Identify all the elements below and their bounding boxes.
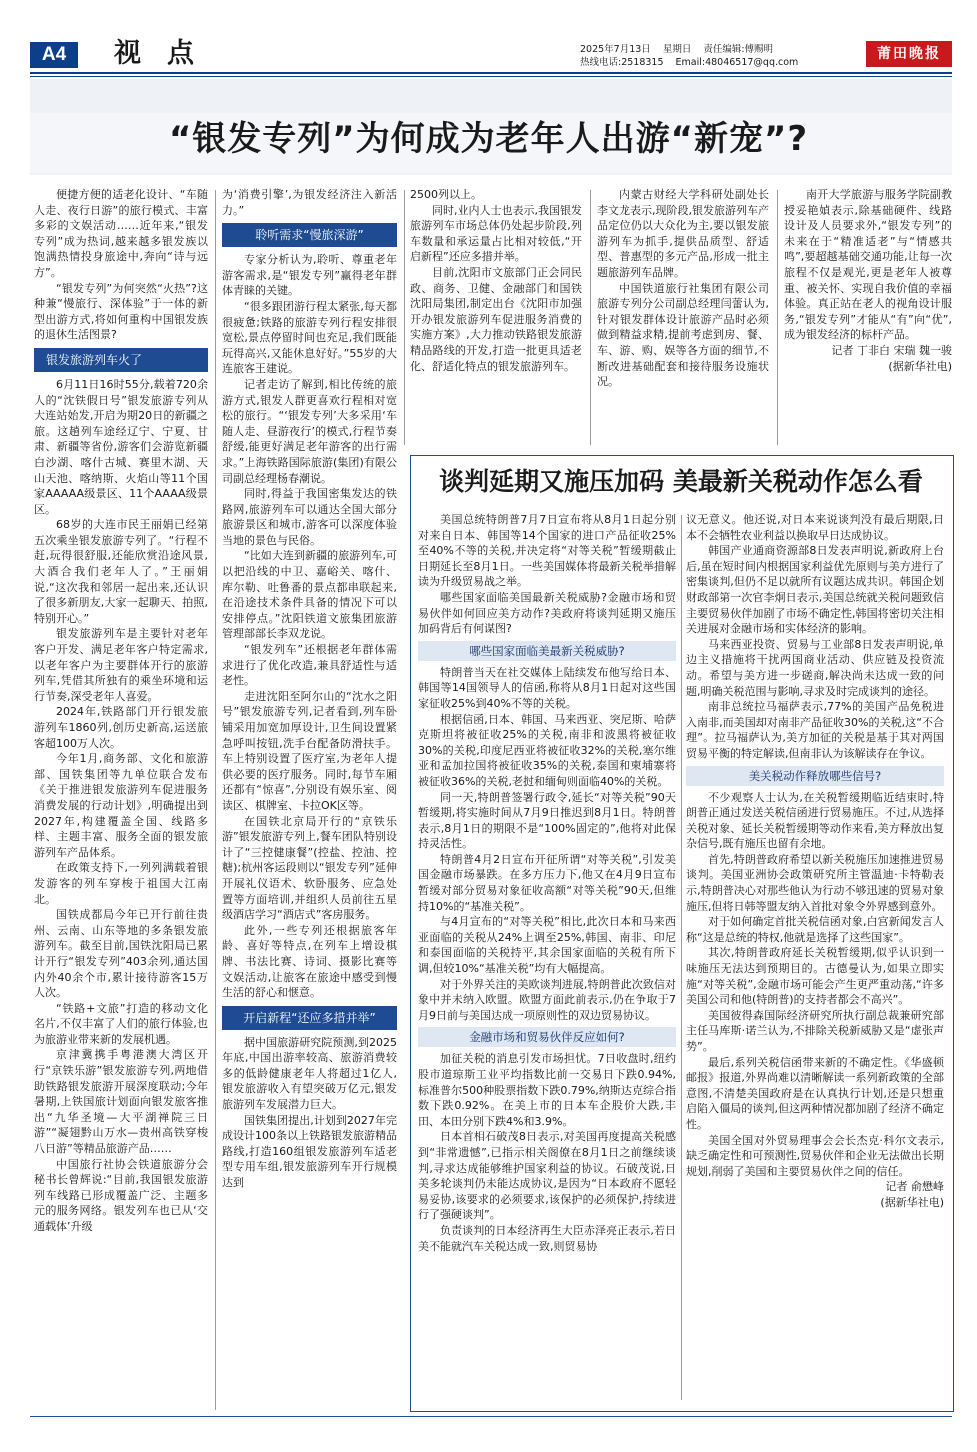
subheading: 银发旅游列车火了 [34,348,208,372]
paragraph: 2024年,铁路部门开行银发旅游列车1860列,创历史新高,运送旅客超100万人次。 [34,705,208,750]
article2-headline: 谈判延期又施压加码 美最新关税动作怎么看 [439,467,923,496]
paragraph: 其次,特朗普政府延长关税暂缓期,似乎认识到一味施压无法达到预期目的。古德曼认为,如果立即实施“对等关税”,金融市场可能会产生更严重动荡,“许多美国公司和他(特朗普)的支持者都会不高兴”。 [686,946,944,1007]
paragraph: 68岁的大连市民王丽娟已经第五次乘坐银发旅游专列了。“行程不赶,玩得很舒服,还能欣赏沿途风景,大酒合我们老年人了。”王丽娟说,“这次我和邻居一起出来,还认识了很多新朋友,大家一起聊天、拍照,特别开心。” [34,518,208,625]
paragraph: 专家分析认为,聆听、尊重老年游客需求,是“银发专列”赢得老年群体青睐的关键。 [222,253,397,298]
column-divider [681,515,682,1400]
paragraph: 首先,特朗普政府希望以新关税施压加速推进贸易谈判。美国亚洲协会政策研究所主管温迪·卡特勒表示,特朗普决心对那些他认为行动不够迅速的贸易对象施压,但将日韩等盟友纳入首批对象令外界感到意外。 [686,852,944,913]
header-rule-thin [30,76,952,77]
article1-column-1 [34,187,208,1415]
paragraph: 同时,业内人士也表示,我国银发旅游列车市场总体仍处起步阶段,列车数量和承运量占比相对较低,“开启新程”还应多措并举。 [410,203,582,264]
paragraph: “比如大连到新疆的旅游列车,可以把沿线的中卫、嘉峪关、喀什、库尔勒、吐鲁番的景点都串联起来,在沿途技术条件具备的情况下可以安排停点。”沈阳铁道文旅集团旅游管理部部长李双龙说。 [222,549,397,641]
article2-column-right [686,512,944,1404]
paragraph: 京津冀携手粤港澳大湾区开行“京铁乐游”银发旅游专列,两地借助铁路银发旅游开展深度联动;今年暑期,上铁国旅计划面向银发旅客推出“九华圣境—大平湖禅院三日游”“凝翅黔山万水—贵州高铁穿梭八日游”等精品旅游产品…… [34,1048,208,1156]
column-divider [590,190,591,445]
editor: 责任编辑:傅赐明 [703,44,774,55]
paragraph: 韩国产业通商资源部8日发表声明说,新政府上台后,虽在短时间内根据国家利益优先原则与美方进行了密集谈判,但仍不足以就所有议题达成共识。韩国企划财政部第一次官李炯日表示,美国总统就关税问题致信主要贸易伙伴加剧了市场不确定性,韩国将密切关注相关进展对金融市场和实体经济的影响。 [686,544,944,636]
paragraph: 特朗普当天在社交媒体上陆续发布他写给日本、韩国等14国领导人的信函,称将从8月1日起对这些国家征收25%到40%不等的关税。 [418,665,676,710]
paragraph: 内蒙古财经大学科研处副处长李文龙表示,现阶段,银发旅游列车产品定位仍以大众化为主,要以银发旅游列车为抓手,提供品质型、舒适型、普惠型的多元产品,形成一批主题旅游列车品牌。 [597,188,769,279]
paragraph: 南开大学旅游与服务学院副教授妥艳媜表示,除基础硬件、线路设计及人员要求外,“银发专列”的未来在于“精准适老”与“情感共鸣”,要超越基础交通功能,让每一次旅程不仅是观光,更是老年人被尊重、被关怀、实现自我价值的幸福体验。真正站在老人的视角设计服务,“银发专列”才能从“有”向“优”,成为银发经济的标杆产品。 [784,188,952,342]
weekday: 星期日 [662,44,692,55]
paragraph: “很多跟团游行程太紧张,每天都很疲惫;铁路的旅游专列行程安排很宽松,景点停留时间也充足,我们既能玩得高兴,又能休息好好。”55岁的大连旅客王建说。 [222,299,397,376]
paragraph: 今年1月,商务部、文化和旅游部、国铁集团等九单位联合发布《关于推进银发旅游列车促进服务消费发展的行动计划》,明确提出到2027年,构建覆盖全国、线路多样、主题丰富、服务全面的银发旅游列车产品体系。 [34,752,208,859]
paragraph: 日本首相石破茂8日表示,对美国再度提高关税感到“非常遗憾”,已指示相关阁僚在8月1日之前继续谈判,寻求达成能够维护国家利益的协议。石破茂说,日美多轮谈判仍未能达成协议,是因为“日本政府不愿轻易妥协,该要求的必须要求,该保护的必须保护,持续进行了强硬谈判”。 [418,1130,676,1222]
article2-column-left [418,512,676,1404]
column-divider [215,190,216,1410]
subheading: 聆听需求“慢旅深游” [222,223,397,247]
paragraph: 据中国旅游研究院预测,到2025年底,中国出游率较高、旅游消费较多的低龄健康老年人将超过1亿人,银发旅游收入有望突破万亿元,银发旅游列车发展潜力巨大。 [222,1035,397,1112]
paragraph: 美国总统特朗普7月7日宣布将从8月1日起分别对来自日本、韩国等14个国家的进口产品征收25%至40%不等的关税,并决定将“对等关税”暂缓期截止日期延长至8月1日。一些美国媒体将最新关税举措解读为升级贸易战之举。 [418,513,676,589]
issue-date: 2025年7月13日 [580,44,651,55]
section-title: 视点 [114,38,220,69]
paragraph: 不少观察人士认为,在关税暂缓期临近结束时,特朗普正通过发送关税信函进行贸易施压。不过,从选择关税对象、延长关税暂缓期等动作来看,美方释放出复杂信号,既有施压也留有余地。 [686,790,944,851]
paragraph: 记者走访了解到,相比传统的旅游方式,银发人群更喜欢行程相对宽松的旅行。“‘银发专列’大多采用‘车随人走、昼游夜行’的模式,行程节奏舒缓,能更好满足老年游客的出行需求。”上海铁路国际旅游(集团)有限公司副总经理杨春潮说。 [222,377,397,485]
subheading: 美关税动作释放哪些信号? [686,766,944,786]
paragraph: 在政策支持下,一列列满载着银发游客的列车穿梭于祖国大江南北。 [34,861,208,906]
paragraph: 目前,沈阳市文旅部门正会同民政、商务、卫健、金融部门和国铁沈阳局集团,制定出台《沈阳市加强开办银发旅游列车促进服务消费的实施方案》,大力推动铁路银发旅游精品路线的开发,打造一批更具适老化、舒适化特点的银发旅游列车。 [410,265,582,373]
paragraph: 银发旅游列车是主要针对老年客户开发、满足老年客户特定需求,以老年客户为主要群体开行的旅游列车,凭借其所独有的乘坐环境和运行节奏,深受老年人喜爱。 [34,627,208,703]
subheading: 哪些国家面临美最新关税威胁? [418,641,676,661]
article1-column-4 [597,187,769,449]
paragraph: 负责谈判的日本经济再生大臣赤泽亮正表示,若日美不能就汽车关税达成一致,则贸易协 [418,1223,676,1253]
paragraph: 根据信函,日本、韩国、马来西亚、突尼斯、哈萨克斯坦将被征收25%的关税,南非和波黑将被征收30%的关税,印度尼西亚将被征收32%的关税,塞尔维亚和孟加拉国将被征收35%的关税,泰国和柬埔寨将被征收36%的关税,老挝和缅甸则面临40%的关税。 [418,712,676,788]
page-number: A4 [30,42,78,68]
hotline: 热线电话:2518315 [580,57,664,68]
source: (据新华社电) [880,1195,944,1209]
paragraph: 马来西亚投资、贸易与工业部8日发表声明说,单边主义措施将干扰两国商业活动、供应链及投资流动。希望与美方进一步磋商,解决尚未达成一致的问题,明确关税范围与影响,寻求及时完成谈判的途径。 [686,637,944,698]
paragraph: 国铁集团提出,计划到2027年完成设计100条以上铁路银发旅游精品路线,打造160组银发旅游列车适老型专用车组,银发旅游列车开行规模达到 [222,1113,397,1190]
paragraph: 与4月宣布的“对等关税”相比,此次日本和马来西亚面临的关税从24%上调至25%,韩国、南非、印尼和泰国面临的关税持平,其余国家面临的关税有所下调,但较10%“基准关税”均有大幅提高。 [418,915,676,976]
paragraph: 在国铁北京局开行的“京铁乐游”银发旅游专列上,餐车团队特别设计了“三控健康餐”(控盐、控油、控糖);杭州客运段则以“银发专列”延伸开展礼仪语术、软卧服务、应急处置等方面培训,并组织人员前往五星级酒店学习“酒店式”客房服务。 [222,814,397,922]
subheading: 金融市场和贸易伙伴反应如何? [418,1027,676,1047]
paragraph: 6月11日16时55分,载着720余人的“沈铁假日号”银发旅游专列从大连站始发,开启为期20日的新疆之旅。这趟列车途经辽宁、宁夏、甘肃、新疆等省份,游客们会游览新疆白沙湖、喀什古城、赛里木湖、天山天池、喀纳斯、火焰山等11个国家AAAAA级景区、11个AAAA级景区。 [34,377,208,516]
source: (据新华社电) [888,359,952,373]
article1-headline: “银发专列”为何成为老年人出游“新宠”? [168,119,809,159]
article1-column-3 [410,187,582,449]
page-header [30,40,952,70]
newspaper-logo: 莆田晚报 [866,41,952,67]
email: Email:48046517@qq.com [675,57,799,68]
paragraph: 南非总统拉马福萨表示,77%的美国产品免税进入南非,而美国却对南非产品征收30%的关税,这“不合理”。拉马福萨认为,美方加征的关税是基于其对两国贸易平衡的特定解读,但南非认为该解读存在争议。 [686,700,944,760]
paragraph: “铁路+文旅”打造的移动文化名片,不仅丰富了人们的旅行体验,也为旅游业带来新的发展机遇。 [34,1001,208,1046]
paragraph: 2500列以上。 [410,188,482,201]
paragraph: 同时,得益于我国密集发达的铁路网,旅游列车可以通达全国大部分旅游景区和城市,游客可以深度体验当地的景色与民俗。 [222,487,397,547]
paragraph: 国铁成都局今年已开行前往贵州、云南、山东等地的多条银发旅游列车。截至目前,国铁沈阳局已累计开行“银发专列”403余列,通达国内外40余个市,累计接待游客15万人次。 [34,908,208,1000]
paragraph: 最后,系列关税信函带来新的不确定性。《华盛顿邮报》报道,外界尚难以清晰解读一系列新政策的全部意图,不清楚美国政府是在认真执行计划,还是只想重启陷入僵局的谈判,但这两种情况都加剧了经济不确定性。 [686,1055,944,1131]
paragraph: 中国旅行社协会铁道旅游分会秘书长曾辉说:“目前,我国银发旅游列车线路已形成覆盖广泛、主题多元的服务网络。银发列车也已从‘交通载体’升级 [34,1157,208,1233]
paragraph: 便捷方便的适老化设计、“车随人走、夜行日游”的旅行模式、丰富多彩的文娱活动……近年来,“银发专列”成为热词,越来越多银发族以饱满热情投身旅途中,奔向“诗与远方”。 [34,188,208,279]
paragraph: 同一天,特朗普签署行政令,延长“对等关税”90天暂缓期,将实施时间从7月9日推迟到8月1日。特朗普表示,8月1日的期限不是“100%固定的”,他将对此保持灵活性。 [418,790,676,851]
paragraph: 为‘消费引擎’,为银发经济注入新活力。” [222,188,397,217]
footer-rule [30,1416,952,1417]
paragraph: 中国铁道旅行社集团有限公司旅游专列分公司副总经理闫蕾认为,针对银发群体设计旅游产品时必须做到精益求精,提前考虑到房、餐、车、游、购、娱等各方面的细节,不断改进基础配套和接待服务设施状况。 [597,281,769,389]
paragraph: 走进沈阳至阿尔山的“沈水之阳号”银发旅游专列,记者看到,列车卧铺采用加宽加厚设计,卫生间设置紧急呼叫按钮,洗手台配备防滑扶手。车上特别设置了医疗室,为老年人提供必要的医疗服务。同时,每节车厢还都有“惊喜”,分别设有娱乐室、阅读区、棋牌室、卡拉OK区等。 [222,689,397,812]
paragraph: 对于如何确定首批关税信函对象,白宫新闻发言人称“这是总统的特权,他就是选择了这些国家”。 [686,915,944,944]
paragraph: 此外,一些专列还根据旅客年龄、喜好等特点,在列车上增设棋牌、书法比赛、诗词、摄影比赛等文娱活动,让旅客在旅途中感受到慢生活的舒心和惬意。 [222,923,397,1000]
paragraph: 哪些国家面临美国最新关税威胁?金融市场和贸易伙伴如何回应美方动作?美政府将谈判延期又施压加码背后有何谋图? [418,590,676,636]
paragraph: 特朗普4月2日宣布开征所谓“对等关税”,引发美国金融市场暴跌。在多方压力下,他又在4月9日宣布暂缓对部分贸易对象征收高额“对等关税”90天,但维持10%的“基准关税”。 [418,852,676,913]
subheading: 开启新程“还应多措并举” [222,1006,397,1030]
article1-column-5 [784,187,952,449]
paragraph: 加征关税的消息引发市场担忧。7日收盘时,纽约股市道琼斯工业平均指数比前一交易日下跌0.94%,标准普尔500种股票指数下跌0.79%,纳斯达克综合指数下跌0.92%。在美上市的日本车企股价大跌,丰田、本田分别下跌4%和3.9%。 [418,1052,676,1128]
paragraph: 对于外界关注的美欧谈判进展,特朗普此次致信对象中并未纳入欧盟。欧盟方面此前表示,仍在争取于7月9日前与美国达成一项原则性的双边贸易协议。 [418,977,676,1022]
byline: 记者 丁非白 宋瑞 魏一骏 [831,343,952,357]
paragraph: “银发列车”还根据老年群体需求进行了优化改造,兼具舒适性与适老性。 [222,643,397,688]
byline: 记者 俞懋峰 [885,1180,944,1194]
paragraph: “银发专列”为何突然“火热”?这种兼“慢旅行、深体验”于一体的新型出游方式,将如何重构中国银发族的退休生活图景? [34,281,208,342]
masthead-info [580,43,810,69]
paragraph: 美国全国对外贸易理事会会长杰克·科尔文表示,缺乏确定性和可预测性,贸易伙伴和企业无法做出长期规划,削弱了美国和主要贸易伙伴之间的信任。 [686,1133,944,1178]
paragraph: 议无意义。他还说,对日本来说谈判没有最后期限,日本不会牺牲农业利益以换取早日达成协议。 [686,513,944,542]
article1-column-2 [222,187,397,1415]
header-rule [30,72,952,74]
paragraph: 美国彼得森国际经济研究所执行副总裁兼研究部主任马库斯·诺兰认为,不排除关税新威胁又是“虚张声势”。 [686,1008,944,1053]
column-divider [777,190,778,445]
column-divider [404,190,405,445]
